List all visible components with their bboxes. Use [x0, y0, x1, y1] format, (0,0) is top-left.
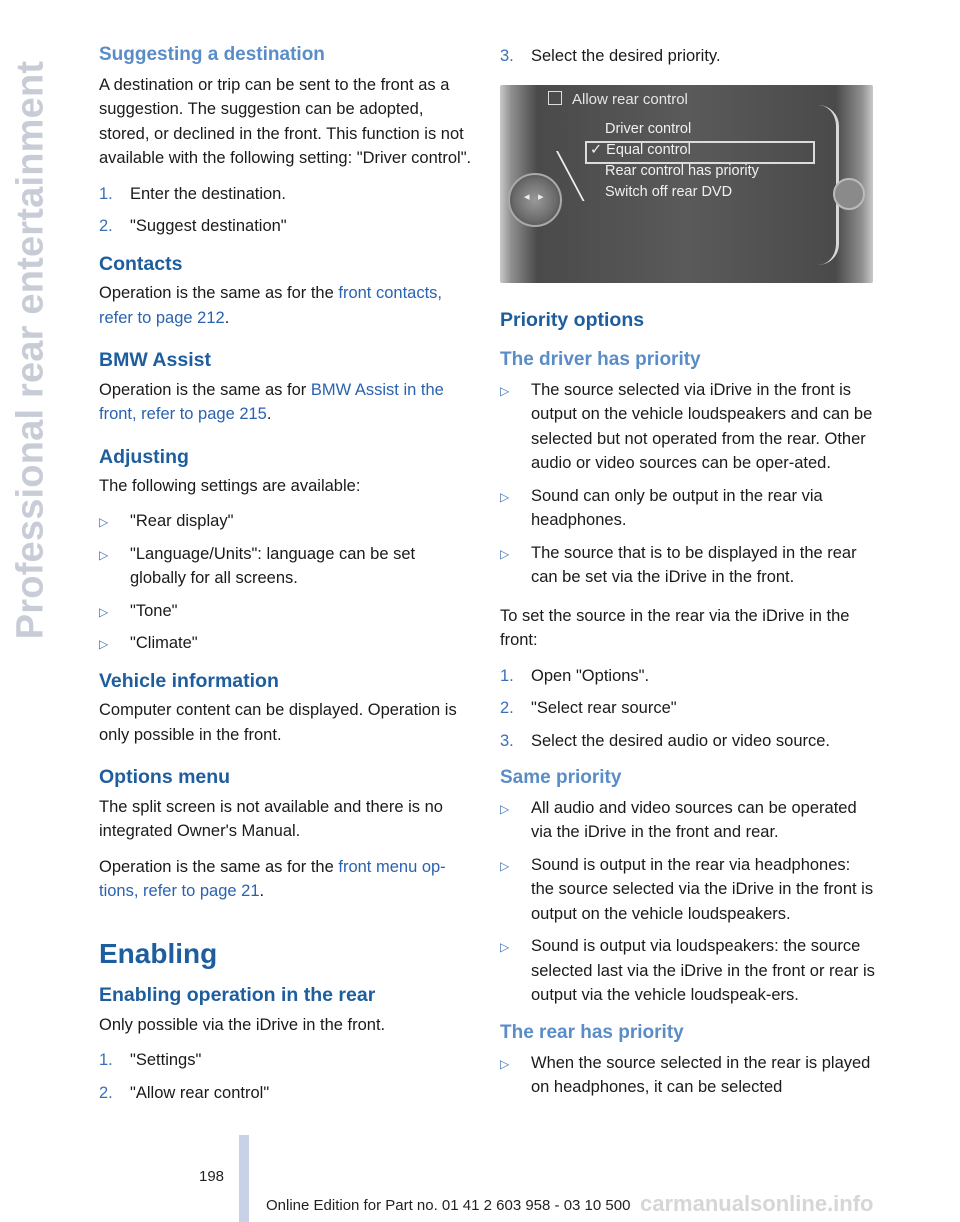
assist-text [99, 378, 474, 427]
assist-text-end: . [266, 405, 272, 424]
screen-title [548, 91, 688, 108]
priority-step [500, 44, 875, 69]
adjust-text: The following settings are available: [99, 476, 361, 495]
screen-option: Driver control [605, 120, 692, 137]
options-text-2 [99, 855, 474, 904]
contacts-link[interactable]: front contacts, refer to page 212 [99, 284, 443, 327]
options-text-1: The split screen is not available and there is no integrated Owner's Manual. [99, 797, 443, 841]
rear-heading: The rear has priority [500, 1021, 684, 1043]
assist-heading: BMW Assist [99, 349, 211, 372]
item-text: The source selected via iDrive in the front is output on the vehicle loudspeakers and can be selected but not operated from the rear. Other audio or video sources can be oper‐ated. [531, 380, 873, 473]
item-text: Sound is output via loudspeakers: the source selected last via the iDrive in the front or rear is output via the vehicle loudspeak‐ers. [531, 937, 875, 1005]
triangle-bullet-icon: ▷ [99, 515, 109, 530]
step-number: 2. [99, 217, 113, 236]
list-item [99, 631, 474, 656]
list-item [99, 214, 474, 239]
screen-option: Switch off rear DVD [605, 183, 733, 200]
list-item [500, 484, 875, 533]
item-text: The source that is to be displayed in the rear can be set via the iDrive in the front. [531, 543, 857, 587]
triangle-bullet-icon: ▷ [500, 801, 510, 816]
idrive-screen-image [500, 85, 873, 283]
assist-text-start: Operation is the same as for [99, 380, 311, 399]
list-item [99, 542, 474, 591]
item-text: All audio and video sources can be operated via the iDrive in the front and rear. [531, 798, 857, 842]
right-column [500, 44, 875, 1114]
contacts-text [99, 281, 474, 330]
edition-text: Online Edition for Part no. 01 41 2 603 958 - 03 10 500 [266, 1197, 631, 1214]
step-number: 3. [500, 731, 514, 750]
enabling-heading: Enabling [99, 937, 218, 969]
step-number: 2. [99, 1083, 113, 1102]
page-number: 198 [199, 1168, 225, 1185]
triangle-bullet-icon: ▷ [99, 637, 109, 652]
item-text: "Rear display" [130, 512, 234, 531]
driver-heading: The driver has priority [500, 348, 701, 370]
priority-heading: Priority options [500, 308, 645, 331]
item-text: When the source selected in the rear is played on headphones, it can be selected [531, 1053, 871, 1097]
sidebar-title [4, 40, 58, 660]
triangle-bullet-icon: ▷ [99, 604, 109, 619]
suggest-steps [99, 182, 474, 239]
step-text: Open "Options". [531, 666, 650, 685]
vehicle-heading: Vehicle information [99, 669, 279, 692]
step-number: 1. [500, 666, 514, 685]
list-item [99, 1048, 474, 1073]
contacts-text-start: Operation is the same as for the [99, 284, 339, 303]
list-item [500, 378, 875, 476]
options-text-end: . [259, 882, 265, 901]
step-text: "Select rear source" [531, 699, 677, 718]
item-text: "Language/Units": language can be set globally for all screens. [130, 544, 416, 588]
step-text: "Suggest destination" [130, 217, 287, 236]
driver-list [500, 378, 875, 590]
controller-knob-icon: ◂ ▸ [508, 173, 562, 227]
item-text: "Climate" [130, 634, 198, 653]
list-item [500, 853, 875, 927]
list-item [500, 934, 875, 1008]
options-link[interactable]: front menu op‐tions, refer to page 21 [99, 857, 446, 901]
list-item [500, 729, 875, 754]
left-column [99, 44, 474, 1119]
driver-text: To set the source in the rear via the iDrive in the front: [500, 606, 850, 650]
triangle-bullet-icon: ▷ [500, 858, 510, 873]
step-number: 1. [99, 184, 113, 203]
adjust-heading: Adjusting [99, 445, 189, 468]
list-item [500, 44, 875, 69]
contacts-text-end: . [224, 308, 230, 327]
step-text: "Allow rear control" [130, 1083, 270, 1102]
step-text: Enter the destination. [130, 184, 286, 203]
list-item [500, 664, 875, 689]
list-item [500, 696, 875, 721]
vehicle-text: Computer content can be displayed. Operation is only possible in the front. [99, 701, 457, 744]
suggest-text: A destination or trip can be sent to the front as a suggestion. The suggestion can be adopted, stored, or declined in the front. This function is not available with the following setting: "Driver control". [99, 75, 472, 168]
options-text-start: Operation is the same as for the [99, 857, 339, 876]
screen-title-text: Allow rear control [572, 90, 688, 108]
same-list [500, 796, 875, 1008]
suggest-heading: Suggesting a destination [99, 44, 325, 65]
step-number: 2. [500, 699, 514, 718]
enabling-text: Only possible via the iDrive in the front. [99, 1015, 386, 1034]
triangle-bullet-icon: ▷ [500, 546, 510, 561]
item-text: Sound is output in the rear via headphones: the source selected via the iDrive in the front is output on the vehicle loudspeakers. [531, 855, 874, 923]
triangle-bullet-icon: ▷ [99, 547, 109, 562]
step-text: Select the desired priority. [531, 47, 721, 65]
list-item [99, 1081, 474, 1106]
triangle-bullet-icon: ▷ [500, 940, 510, 955]
list-item [500, 796, 875, 845]
list-item [99, 509, 474, 534]
rear-list [500, 1051, 875, 1100]
watermark-text: carmanualsonline.info [640, 1191, 874, 1216]
item-text: Sound can only be output in the rear via headphones. [531, 486, 823, 530]
options-heading: Options menu [99, 766, 231, 789]
step-number: 1. [99, 1051, 113, 1070]
same-heading: Same priority [500, 767, 622, 789]
list-item [99, 182, 474, 207]
step-number: 3. [500, 47, 514, 65]
settings-icon [548, 91, 562, 105]
screen-option-selected: ✓ Equal control [590, 141, 691, 158]
list-item [500, 1051, 875, 1100]
item-text: "Tone" [130, 601, 178, 620]
driver-steps [500, 664, 875, 754]
assist-link[interactable]: BMW Assist in the front, refer to page 215 [99, 380, 444, 424]
enabling-steps [99, 1048, 474, 1105]
enabling-subheading: Enabling operation in the rear [99, 984, 376, 1007]
step-text: Select the desired audio or video source. [531, 731, 831, 750]
step-text: "Settings" [130, 1051, 202, 1070]
triangle-bullet-icon: ▷ [500, 383, 510, 398]
list-item [500, 541, 875, 590]
adjust-list [99, 509, 474, 656]
sidebar-title-text: Professional rear entertainment [9, 60, 52, 640]
contacts-heading: Contacts [99, 252, 183, 275]
footer-divider [239, 1135, 249, 1222]
triangle-bullet-icon: ▷ [500, 489, 510, 504]
list-item [99, 599, 474, 624]
screen-option: Rear control has priority [605, 162, 759, 179]
menu-button-icon [833, 178, 865, 210]
triangle-bullet-icon: ▷ [500, 1056, 510, 1071]
